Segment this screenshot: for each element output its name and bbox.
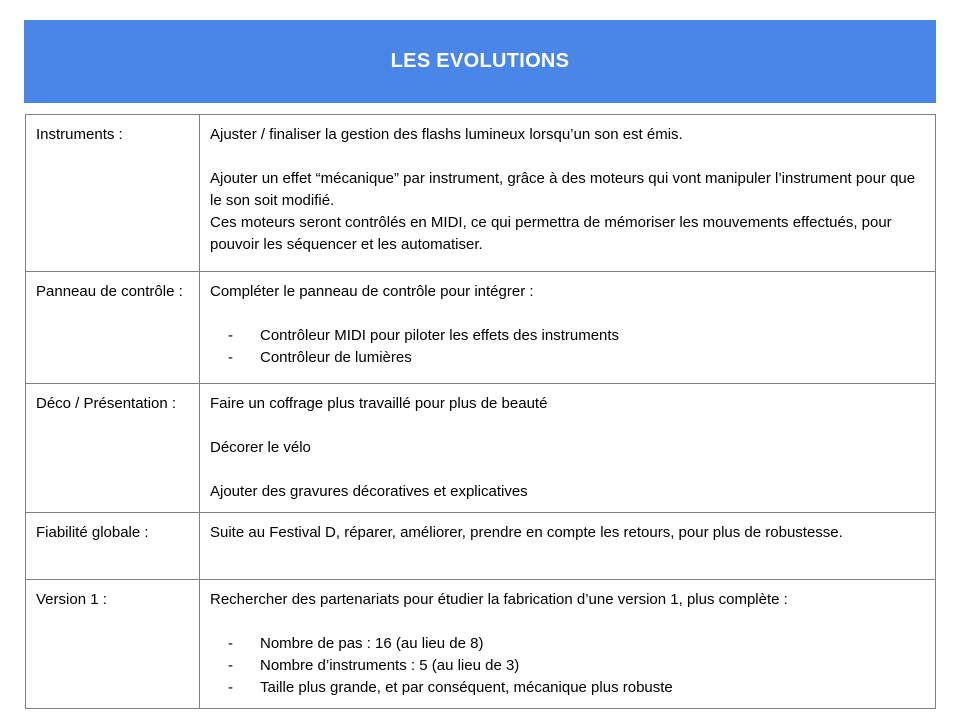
row-label-cell [26, 580, 200, 709]
bullet-dash: - [228, 349, 233, 366]
evolutions-table [25, 114, 936, 709]
paragraph: Faire un coffrage plus travaillé pour plus de beauté [210, 395, 548, 412]
slide-title-band [24, 20, 936, 103]
bullet-dash: - [228, 327, 233, 344]
bullet-item [228, 633, 924, 655]
paragraph: Suite au Festival D, réparer, améliorer, prendre en compte les retours, pour plus de robustesse. [210, 524, 843, 541]
paragraph: Décorer le vélo [210, 439, 311, 456]
paragraph: Ajuster / finaliser la gestion des flashs lumineux lorsqu’un son est émis. [210, 126, 683, 143]
table-row-instruments [26, 115, 936, 272]
bullet-dash: - [228, 679, 233, 696]
paragraph: Ces moteurs seront contrôlés en MIDI, ce qui permettra de mémoriser les mouvements effectués, pour pouvoir les séquencer et les automatiser. [210, 214, 892, 253]
bullet-item [228, 655, 924, 677]
table-row-fiabilite-globale [26, 513, 936, 580]
paragraph: Compléter le panneau de contrôle pour intégrer : [210, 283, 534, 300]
row-label: Déco / Présentation : [36, 395, 177, 412]
paragraph: Ajouter des gravures décoratives et explicatives [210, 483, 528, 500]
row-label: Version 1 : [36, 591, 107, 608]
bullet-text: Nombre d’instruments : 5 (au lieu de 3) [260, 657, 520, 674]
table-row-deco-presentation [26, 384, 936, 513]
row-label: Instruments : [36, 126, 123, 143]
row-content-cell [200, 115, 936, 272]
bullet-dash: - [228, 657, 233, 674]
row-content-cell [200, 580, 936, 709]
table-row-panneau-de-controle [26, 272, 936, 384]
bullet-text: Contrôleur MIDI pour piloter les effets des instruments [260, 327, 620, 344]
row-label-cell [26, 115, 200, 272]
bullet-item [228, 347, 924, 369]
bullet-item [228, 325, 924, 347]
bullet-dash: - [228, 635, 233, 652]
table-row-version-1 [26, 580, 936, 709]
row-label-cell [26, 513, 200, 580]
bullet-item [228, 677, 924, 699]
row-label-cell [26, 272, 200, 384]
bullet-text: Nombre de pas : 16 (au lieu de 8) [260, 635, 484, 652]
bullet-text: Taille plus grande, et par conséquent, mécanique plus robuste [260, 679, 673, 696]
slide-title: LES EVOLUTIONS [390, 50, 570, 72]
paragraph: Rechercher des partenariats pour étudier la fabrication d’une version 1, plus complète : [210, 591, 788, 608]
row-content-cell [200, 272, 936, 384]
row-label: Panneau de contrôle : [36, 283, 183, 300]
row-content-cell [200, 513, 936, 580]
row-label-cell [26, 384, 200, 513]
paragraph: Ajouter un effet “mécanique” par instrument, grâce à des moteurs qui vont manipuler l’instrument pour que le son soit modifié. [210, 170, 916, 209]
bullet-text: Contrôleur de lumières [260, 349, 412, 366]
row-content-cell [200, 384, 936, 513]
row-label: Fiabilité globale : [36, 524, 149, 541]
